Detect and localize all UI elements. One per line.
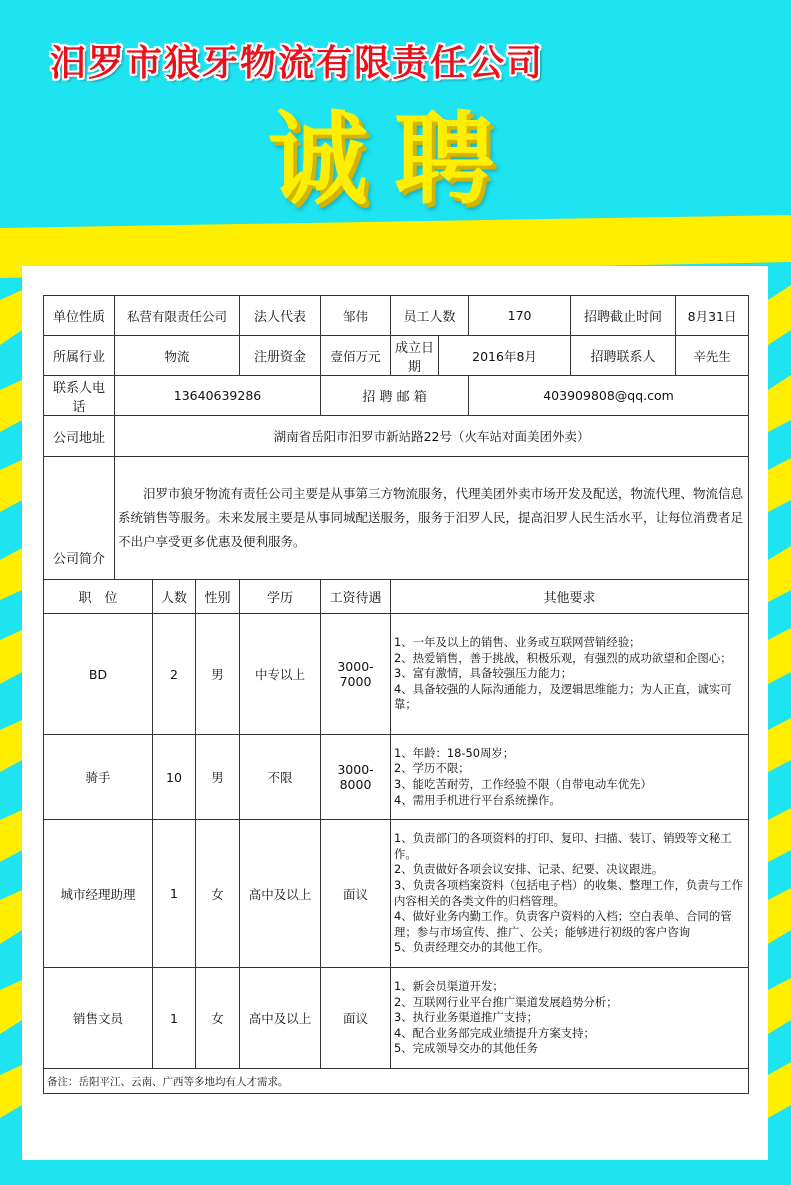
info-row-1	[44, 296, 749, 336]
job-education: 高中及以上	[240, 820, 321, 968]
contact-person-value: 辛先生	[676, 336, 749, 376]
job-requirements	[391, 735, 749, 820]
requirement-item: 3、富有激情，具备较强压力能力；	[394, 666, 573, 681]
col-position-header: 职 位	[44, 580, 153, 614]
founded-label: 成立日期	[391, 336, 439, 376]
requirement-item: 2、互联网行业平台推广渠道发展趋势分析；	[394, 994, 618, 1009]
job-salary: 3000-7000	[321, 614, 391, 735]
job-salary: 面议	[321, 820, 391, 968]
job-gender: 女	[196, 968, 240, 1069]
employees-label: 员工人数	[391, 296, 469, 336]
job-count: 1	[153, 820, 196, 968]
capital-value: 壹佰万元	[321, 336, 391, 376]
job-row	[44, 820, 749, 968]
requirement-item: 4、具备较强的人际沟通能力，及逻辑思维能力；为人正直，诚实可靠；	[394, 681, 732, 712]
requirement-item: 1、年龄：18-50周岁；	[394, 745, 515, 760]
deadline-label: 招聘截止时间	[571, 296, 676, 336]
job-position: 城市经理助理	[44, 820, 153, 968]
job-education: 不限	[240, 735, 321, 820]
info-row-intro	[44, 457, 749, 580]
hiring-hero-title: 诚聘	[268, 101, 520, 218]
requirement-item: 4、做好业务内勤工作。负责客户资料的入档；空白表单、合同的管理；参与市场宣传、推广、公关；能够进行初级的客户咨询	[394, 909, 732, 939]
footer-note-row	[44, 1069, 749, 1094]
requirement-item: 4、配合业务部完成业绩提升方案支持；	[394, 1025, 595, 1040]
intro-label: 公司简介	[44, 457, 115, 580]
requirement-item: 2、热爱销售，善于挑战，积极乐观，有强烈的成功欲望和企图心；	[394, 650, 732, 665]
col-gender-header: 性别	[196, 580, 240, 614]
job-count: 2	[153, 614, 196, 735]
legal-rep-label: 法人代表	[240, 296, 321, 336]
requirement-item: 2、学历不限；	[394, 761, 470, 776]
requirement-item: 5、负责经理交办的其他工作。	[394, 940, 550, 955]
requirement-item: 2、负责做好各项会议安排、记录、纪要、决议跟进。	[394, 862, 664, 877]
email-label: 招 聘 邮 箱	[321, 376, 469, 416]
legal-rep-value: 邹伟	[321, 296, 391, 336]
job-gender: 男	[196, 735, 240, 820]
phone-label: 联系人电话	[44, 376, 115, 416]
info-row-address	[44, 416, 749, 457]
address-value: 湖南省岳阳市汨罗市新站路22号（火车站对面美团外卖）	[115, 416, 749, 457]
unit-type-label: 单位性质	[44, 296, 115, 336]
job-count: 10	[153, 735, 196, 820]
col-requirements-header: 其他要求	[391, 580, 749, 614]
col-count-header: 人数	[153, 580, 196, 614]
requirement-item: 3、执行业务渠道推广支持；	[394, 1010, 538, 1025]
contact-person-label: 招聘联系人	[571, 336, 676, 376]
job-salary: 3000-8000	[321, 735, 391, 820]
capital-label: 注册资金	[240, 336, 321, 376]
col-education-header: 学历	[240, 580, 321, 614]
info-row-2	[44, 336, 749, 376]
employees-value: 170	[469, 296, 571, 336]
recruitment-table	[43, 295, 749, 1094]
requirement-item: 3、能吃苦耐劳，工作经验不限（自带电动车优先）	[394, 777, 652, 791]
company-name-heading: 汨罗市狼牙物流有限责任公司	[50, 43, 545, 84]
footer-note: 备注：岳阳平江、云南、广西等多地均有人才需求。	[44, 1069, 749, 1094]
requirement-item: 1、一年及以上的销售、业务或互联网营销经验；	[394, 635, 641, 650]
deadline-value: 8月31日	[676, 296, 749, 336]
requirement-item: 5、完成领导交办的其他任务	[394, 1041, 538, 1056]
job-education: 高中及以上	[240, 968, 321, 1069]
job-gender: 男	[196, 614, 240, 735]
col-salary-header: 工资待遇	[321, 580, 391, 614]
jobs-header-row	[44, 580, 749, 614]
industry-value: 物流	[115, 336, 240, 376]
job-row	[44, 614, 749, 735]
info-row-3	[44, 376, 749, 416]
job-requirements	[391, 820, 749, 968]
job-gender: 女	[196, 820, 240, 968]
phone-value: 13640639286	[115, 376, 321, 416]
job-position: BD	[44, 614, 153, 735]
job-count: 1	[153, 968, 196, 1069]
industry-label: 所属行业	[44, 336, 115, 376]
job-requirements	[391, 614, 749, 735]
requirement-item: 4、需用手机进行平台系统操作。	[394, 792, 561, 807]
requirement-item: 1、新会员渠道开发；	[394, 979, 504, 994]
intro-text: 汨罗市狼牙物流有责任公司主要是从事第三方物流服务，代理美团外卖市场开发及配送，物流代理、物流信息系统销售等服务。未来发展主要是从事同城配送服务，服务于汨罗人民，提高汨罗人民生活水平，让每位消费者足不出户享受更多优惠及便利服务。	[115, 457, 749, 580]
job-position: 骑手	[44, 735, 153, 820]
job-position: 销售文员	[44, 968, 153, 1069]
job-row	[44, 735, 749, 820]
requirement-item: 1、负责部门的各项资料的打印、复印、扫描、装订、销毁等文秘工作。	[394, 831, 732, 861]
email-value: 403909808@qq.com	[469, 376, 749, 416]
founded-value: 2016年8月	[439, 336, 571, 376]
job-requirements	[391, 968, 749, 1069]
address-label: 公司地址	[44, 416, 115, 457]
job-salary: 面议	[321, 968, 391, 1069]
requirement-item: 3、负责各项档案资料（包括电子档）的收集、整理工作，负责与工作内容相关的各类文件的归档管理。	[394, 877, 743, 908]
job-education: 中专以上	[240, 614, 321, 735]
unit-type-value: 私营有限责任公司	[115, 296, 240, 336]
job-row	[44, 968, 749, 1069]
